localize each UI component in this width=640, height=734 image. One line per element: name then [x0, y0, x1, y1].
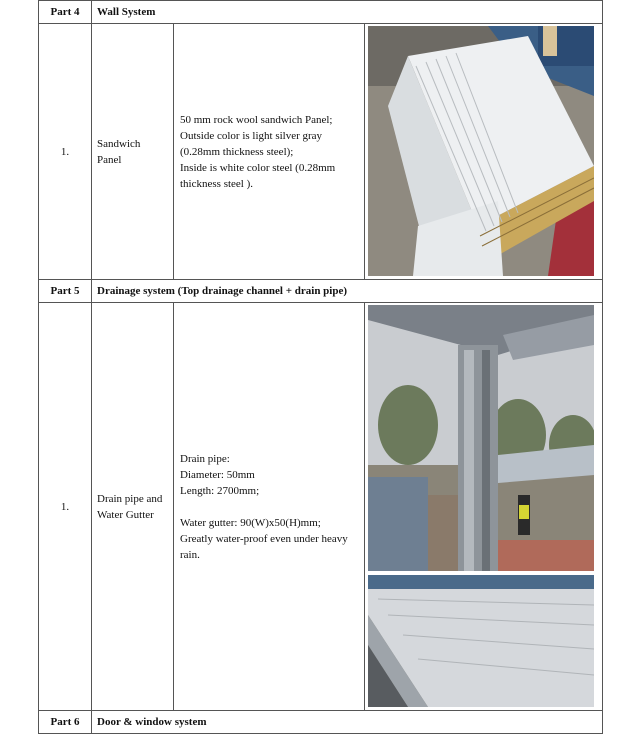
item-name: [92, 24, 174, 280]
description-line: 50 mm rock wool sandwich Panel;: [180, 113, 333, 126]
description-line: Water gutter: 90(W)x50(H)mm;: [180, 516, 321, 529]
item-description: [174, 303, 365, 711]
water-gutter-roof-photo: [368, 575, 594, 707]
description-line: rain.: [180, 548, 200, 561]
item-photo-cell: [365, 24, 603, 280]
part-label: Part 4: [39, 1, 92, 24]
item-name-line: Panel: [97, 153, 122, 166]
item-description: [174, 24, 365, 280]
item-photo-cell: [365, 303, 603, 711]
section-title: Wall System: [92, 1, 603, 24]
description-line: (0.28mm thickness steel);: [180, 145, 294, 158]
item-number: 1.: [39, 303, 92, 711]
part-label: Part 5: [39, 280, 92, 303]
table-row: [39, 24, 603, 280]
section-header-part-5: [39, 280, 603, 303]
spec-table: [38, 0, 603, 734]
section-title: Door & window system: [92, 711, 603, 734]
drain-pipe-column-photo: [368, 305, 594, 571]
description-line: Length: 2700mm;: [180, 484, 260, 497]
description-line: thickness steel ).: [180, 177, 254, 190]
section-header-part-4: [39, 1, 603, 24]
sandwich-panel-stack-photo: [368, 26, 594, 276]
item-name-line: Drain pipe and: [97, 492, 163, 505]
section-header-part-6: [39, 711, 603, 734]
item-name-line: Sandwich: [97, 137, 141, 150]
item-name: [92, 303, 174, 711]
description-line: Drain pipe:: [180, 452, 230, 465]
table-row: [39, 303, 603, 711]
item-name-line: Water Gutter: [97, 508, 154, 521]
part-label: Part 6: [39, 711, 92, 734]
section-title: Drainage system (Top drainage channel + drain pipe): [92, 280, 603, 303]
item-number: 1.: [39, 24, 92, 280]
description-line: Greatly water-proof even under heavy: [180, 532, 348, 545]
description-line: Inside is white color steel (0.28mm: [180, 161, 336, 174]
description-line: Diameter: 50mm: [180, 468, 255, 481]
description-line: Outside color is light silver gray: [180, 129, 323, 142]
description-line: [180, 499, 358, 515]
